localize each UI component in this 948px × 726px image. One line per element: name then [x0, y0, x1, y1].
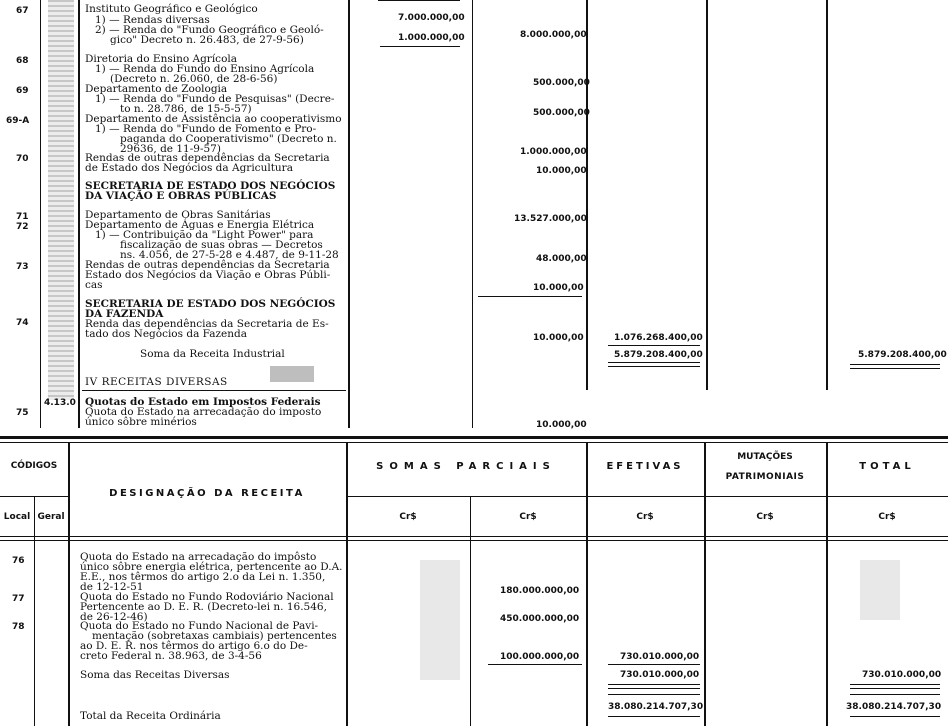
header-local: Local — [3, 512, 31, 522]
desc-line: 1) — Contribuição da "Light Power" para — [95, 229, 314, 241]
value-cell: 450.000.000,00 — [500, 614, 580, 624]
desc-line: 1) — Renda do "Fundo de Pesquisas" (Decre- — [95, 93, 335, 105]
currency-label: Cr$ — [756, 512, 774, 522]
header-rule — [346, 496, 586, 497]
class-code: 4.13.0 — [44, 398, 76, 408]
code-78: 78 — [12, 622, 25, 632]
desc-line: Rendas de outras dependências da Secretaria — [85, 259, 330, 271]
desc-line: Departamento de Assistência ao cooperativismo — [85, 113, 342, 125]
value-cell: 180.000.000,00 — [500, 586, 580, 596]
value-cell: 38.080.214.707,30 — [846, 702, 942, 712]
code-67: 67 — [16, 6, 29, 16]
value-cell: 1.000.000,00 — [520, 147, 587, 157]
value-cell: 1.076.268.400,00 — [614, 333, 703, 343]
total-label: Total da Receita Ordinária — [80, 710, 221, 722]
desc-line: Estado dos Negócios da Viação e Obras Públi- — [85, 269, 331, 281]
value-cell: 730.010.000,00 — [620, 652, 700, 662]
code-74: 74 — [16, 318, 29, 328]
sum-rule — [608, 664, 700, 665]
code-73: 73 — [16, 262, 29, 272]
top-rule-col4 — [706, 0, 708, 390]
section-heading: SECRETARIA DE ESTADO DOS NEGÓCIOS — [85, 180, 336, 192]
desc-line: de 26-12-46) — [80, 611, 148, 623]
section-heading: SECRETARIA DE ESTADO DOS NEGÓCIOS — [85, 298, 336, 310]
subtotal-label: Soma das Receitas Diversas — [80, 669, 230, 681]
header-rule-v1 — [68, 442, 70, 726]
code-77: 77 — [12, 594, 25, 604]
header-rule-v2 — [346, 442, 348, 726]
value-cell: 1.000.000,00 — [398, 33, 465, 43]
header-total: TOTAL — [859, 461, 915, 472]
code-70: 70 — [16, 154, 29, 164]
desc-line: E.E., nos têrmos do artigo 2.o da Lei n. 1.350, — [80, 571, 326, 583]
scan-noise — [420, 560, 460, 680]
desc-line: Departamento de Zoologia — [85, 83, 228, 95]
scan-noise — [270, 366, 314, 382]
sum-rule — [850, 716, 940, 717]
value-cell: 8.000.000,00 — [520, 30, 587, 40]
value-cell: 500.000,00 — [533, 78, 590, 88]
header-somas-parciais: SOMAS PARCIAIS — [376, 461, 556, 472]
value-cell: 48.000,00 — [536, 254, 587, 264]
top-rule-col2 — [472, 0, 473, 428]
desc-line: Departamento de Águas e Energia Elétrica — [85, 219, 315, 231]
desc-line: de 12-12-51 — [80, 581, 144, 593]
scan-noise — [860, 560, 900, 620]
desc-line: Quota do Estado no Fundo Rodoviário Nacional — [80, 591, 334, 603]
code-68: 68 — [16, 56, 29, 66]
code-75: 75 — [16, 408, 29, 418]
top-rule-code — [40, 0, 41, 428]
code-72: 72 — [16, 222, 29, 232]
value-cell: 10.000,00 — [533, 283, 584, 293]
desc-line: gico" Decreto n. 26.483, de 27-9-56) — [110, 34, 304, 46]
desc-line: Quotas do Estado em Impostos Federais — [85, 396, 321, 408]
currency-label: Cr$ — [636, 512, 654, 522]
desc-line: ns. 4.056, de 27-5-28 e 4.487, de 9-11-28 — [120, 249, 339, 261]
desc-line: Quota do Estado no Fundo Nacional de Pavi- — [80, 620, 319, 632]
header-rule — [586, 496, 948, 497]
sum-rule — [850, 688, 940, 689]
currency-label: Cr$ — [878, 512, 896, 522]
sum-rule — [380, 46, 460, 47]
header-rule — [0, 536, 948, 537]
value-cell: 10.000,00 — [533, 333, 584, 343]
header-rule-v5 — [826, 442, 828, 726]
desc-line: Rendas de outras dependências da Secretaria — [85, 152, 330, 164]
sum-rule — [608, 684, 700, 685]
value-cell: 10.000,00 — [536, 420, 587, 430]
value-cell: 38.080.214.707,30 — [608, 702, 704, 712]
desc-line: paganda do Cooperativismo" (Decreto n. — [120, 133, 337, 145]
sum-rule — [608, 694, 700, 695]
sum-rule — [850, 684, 940, 685]
desc-line: ao D. E. R. nos têrmos do artigo 6.o do De- — [80, 640, 308, 652]
desc-line: 1) — Renda do Fundo do Ensino Agrícola — [95, 63, 315, 75]
value-cell: 100.000.000,00 — [500, 652, 580, 662]
header-designacao: DESIGNAÇÃO DA RECEITA — [109, 488, 305, 499]
header-mutacoes: MUTAÇÕES — [737, 452, 793, 462]
code-76: 76 — [12, 556, 25, 566]
desc-line: 1) — Rendas diversas — [95, 14, 210, 26]
sum-rule — [488, 664, 582, 665]
header-codigos: CÓDIGOS — [10, 461, 58, 471]
header-geral: Geral — [37, 512, 65, 522]
value-cell: 5.879.208.400,00 — [858, 350, 947, 360]
desc-line: Renda das dependências da Secretaria de Es- — [85, 318, 329, 330]
desc-line: Instituto Geográfico e Geológico — [85, 3, 258, 15]
desc-line: (Decreto n. 26.060, de 28-6-56) — [110, 73, 278, 85]
binding-shadow — [48, 0, 74, 400]
header-rule — [0, 496, 68, 497]
header-patrimoniais: PATRIMONIAIS — [725, 472, 805, 482]
desc-line: Pertencente ao D. E. R. (Decreto-lei n. 16.546, — [80, 601, 327, 613]
desc-line: creto Federal n. 38.963, de 3-4-56 — [80, 650, 262, 662]
desc-line: de Estado dos Negócios da Agricultura — [85, 162, 293, 174]
header-rule-v4 — [704, 442, 706, 726]
sum-rule — [608, 688, 700, 689]
desc-line: Quota do Estado na arrecadação do imposto — [85, 406, 322, 418]
sum-rule — [850, 364, 940, 365]
top-rule-desc-left — [78, 0, 80, 428]
desc-line: único sôbre energia elétrica, pertencente ao D.A. — [80, 561, 343, 573]
value-cell: 10.000,00 — [536, 166, 587, 176]
desc-line: Quota do Estado na arrecadação do impôsto — [80, 551, 317, 563]
desc-line: to n. 28.786, de 15-5-57) — [120, 103, 252, 115]
value-cell: 5.879.208.400,00 — [614, 350, 703, 360]
section-rule — [82, 390, 346, 391]
section-heading: DA VIAÇÃO E OBRAS PÚBLICAS — [85, 190, 277, 202]
desc-line: Departamento de Obras Sanitárias — [85, 209, 271, 221]
desc-line: 2) — Renda do "Fundo Geográfico e Geoló- — [95, 24, 324, 36]
desc-line: único sôbre minérios — [85, 416, 197, 428]
sum-rule — [478, 296, 582, 297]
top-header-rule — [378, 0, 460, 1]
desc-line: 1) — Renda do "Fundo de Fomento e Pro- — [95, 123, 317, 135]
currency-label: Cr$ — [519, 512, 537, 522]
section-heading: DA FAZENDA — [85, 308, 164, 320]
top-rule-col5 — [826, 0, 828, 390]
sum-rule — [608, 366, 700, 367]
desc-line: Diretoria do Ensino Agrícola — [85, 53, 238, 65]
sum-rule — [608, 362, 700, 363]
code-69: 69 — [16, 86, 29, 96]
sum-rule — [850, 368, 940, 369]
value-cell: 7.000.000,00 — [398, 13, 465, 23]
desc-line: fiscalização de suas obras — Decretos — [120, 239, 323, 251]
code-71: 71 — [16, 212, 29, 222]
desc-line: tado dos Negócios da Fazenda — [85, 328, 248, 340]
sum-rule — [608, 345, 700, 346]
sum-rule — [850, 694, 940, 695]
top-rule-col3 — [586, 0, 588, 390]
header-rule-somas — [470, 496, 471, 726]
sum-rule — [608, 716, 700, 717]
desc-line: mentação (sobretaxas cambiais) pertencentes — [92, 630, 337, 642]
value-cell: 730.010.000,00 — [620, 670, 700, 680]
page-break-rule — [0, 436, 948, 439]
top-rule-desc-right — [348, 0, 350, 428]
currency-label: Cr$ — [399, 512, 417, 522]
code-69a: 69-A — [6, 116, 30, 126]
header-rule-v3 — [586, 442, 588, 726]
value-cell: 730.010.000,00 — [862, 670, 942, 680]
value-cell: 500.000,00 — [533, 108, 590, 118]
subtotal-label: Soma da Receita Industrial — [140, 348, 285, 360]
desc-line: cas — [85, 279, 103, 291]
header-rule — [0, 442, 948, 443]
desc-line: 29636, de 11-9-57) — [120, 143, 221, 155]
header-rule-local — [34, 496, 35, 726]
header-efetivas: EFETIVAS — [606, 461, 684, 472]
value-cell: 13.527.000,00 — [514, 214, 587, 224]
section-heading: IV RECEITAS DIVERSAS — [85, 376, 228, 388]
header-rule — [0, 540, 948, 541]
